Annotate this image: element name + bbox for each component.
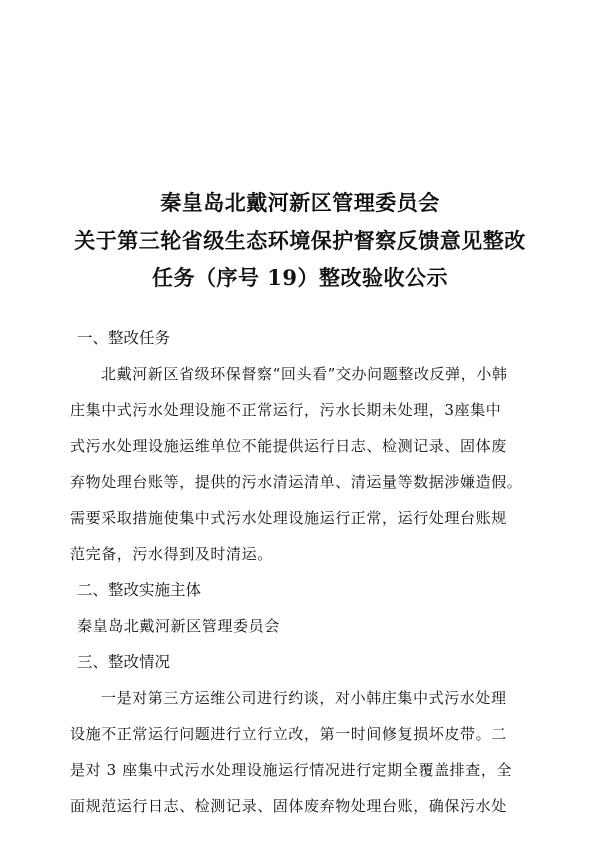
section-1-line-3: 式污水处理设施运维单位不能提供运行日志、检测记录、固体废: [70, 437, 507, 455]
section-1-line-5: 需要采取措施使集中式污水处理设施运行正常，运行处理台账规: [70, 509, 507, 527]
title-line-1: 秦皇岛北戴河新区管理委员会: [160, 190, 440, 215]
section-2-body: 秦皇岛北戴河新区管理委员会: [77, 617, 280, 635]
section-3-line-1: 一是对第三方运维公司进行约谈，对小韩庄集中式污水处理: [101, 689, 507, 707]
section-2-heading: 二、整改实施主体: [77, 581, 202, 599]
section-3-line-4: 面规范运行日志、检测记录、固体废弃物处理台账，确保污水处: [70, 797, 507, 815]
title-line-3: 任务（序号 19）整改验收公示: [151, 265, 449, 290]
section-1-line-4: 弃物处理台账等，提供的污水清运清单、清运量等数据涉嫌造假。: [70, 473, 523, 491]
section-1-line-6: 范完备，污水得到及时清运。: [70, 545, 273, 563]
section-1-line-1: 北戴河新区省级环保督察“回头看”交办问题整改反弹，小韩: [101, 365, 508, 383]
section-3-line-2: 设施不正常运行问题进行立行立改，第一时间修复损坏皮带。二: [70, 725, 507, 743]
section-1-line-2: 庄集中式污水处理设施不正常运行，污水长期未处理，3座集中: [70, 401, 502, 419]
section-1-heading: 一、整改任务: [77, 329, 171, 347]
section-3-heading: 三、整改情况: [77, 653, 171, 671]
title-line-2: 关于第三轮省级生态环境保护督察反馈意见整改: [74, 228, 526, 253]
section-3-line-3: 是对 3 座集中式污水处理设施运行情况进行定期全覆盖排查，全: [70, 761, 513, 779]
